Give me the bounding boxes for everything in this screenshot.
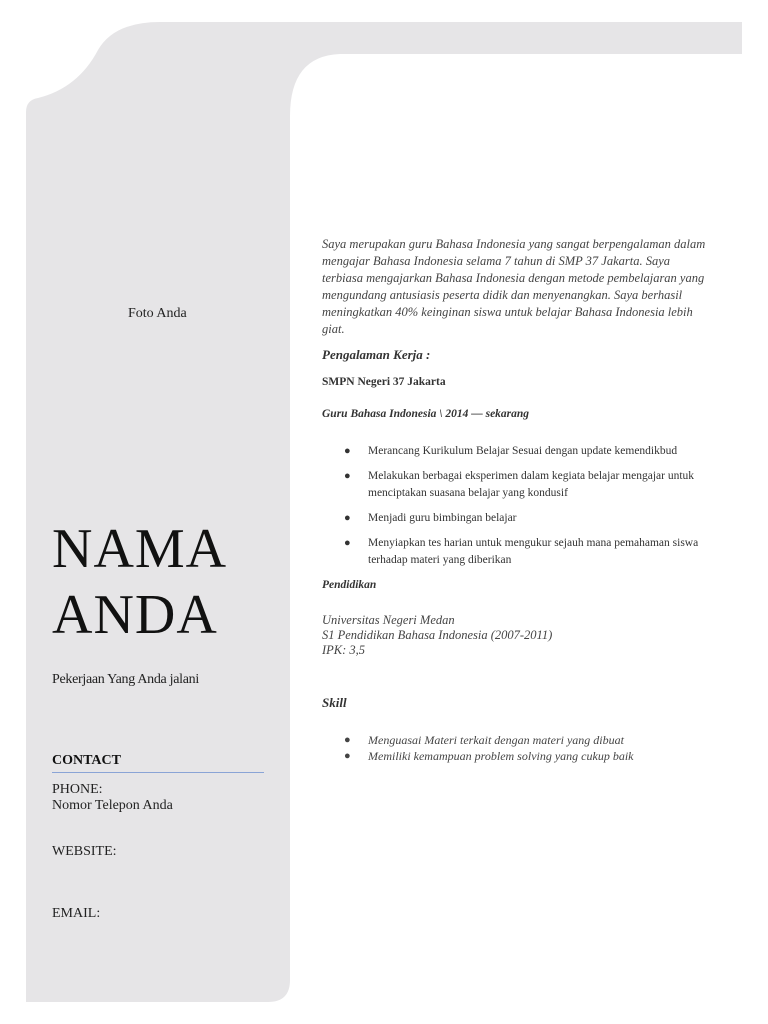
profile-summary: Saya merupakan guru Bahasa Indonesia yang sangat berpengalaman dalam mengajar Bahasa Indonesia selama 7 tahun di SMP 37 Jakarta. Saya terbiasa mengajarkan Bahasa Indonesia dengan metode pembelajaran yang mengundang antusiasis peserta didik dan menyenangkan. Saya berhasil meningkatkan 40% keinginan siswa untuk belajar Bahasa Indonesia lebih giat. bbox=[322, 237, 706, 336]
education-degree: S1 Pendidikan Bahasa Indonesia (2007-2011) bbox=[322, 628, 553, 642]
website-label: WEBSITE: bbox=[52, 844, 117, 859]
education-gpa: IPK: 3,5 bbox=[322, 643, 366, 657]
bullet-icon: ● bbox=[344, 734, 351, 746]
photo-placeholder: Foto Anda bbox=[128, 306, 187, 321]
employer-name: SMPN Negeri 37 Jakarta bbox=[322, 376, 446, 388]
contact-heading: CONTACT bbox=[52, 753, 121, 768]
full-name bbox=[52, 516, 227, 648]
email-label: EMAIL: bbox=[52, 906, 101, 921]
skill-title: Skill bbox=[322, 695, 347, 710]
phone-value: Nomor Telepon Anda bbox=[52, 798, 173, 813]
job-role-period: Guru Bahasa Indonesia \ 2014 — sekarang bbox=[322, 408, 530, 420]
skill-list bbox=[322, 732, 722, 764]
list-item: ● Menyiapkan tes harian untuk mengukur sejauh mana pemahaman siswa terhadap materi yang diberikan bbox=[344, 537, 699, 566]
list-item: ● Melakukan berbagai eksperimen dalam kegiata belajar mengajar untuk menciptakan suasana belajar yang kondusif bbox=[344, 470, 695, 499]
education-title: Pendidikan bbox=[322, 579, 377, 591]
sidebar bbox=[0, 0, 300, 1024]
experience-bullets bbox=[322, 443, 722, 577]
contact-divider bbox=[52, 772, 264, 773]
bullet-icon: ● bbox=[344, 750, 351, 762]
education-school: Universitas Negeri Medan bbox=[322, 613, 455, 627]
job-title: Pekerjaan Yang Anda jalani bbox=[52, 672, 199, 687]
list-item: ● Merancang Kurikulum Belajar Sesuai dengan update kemendikbud bbox=[322, 443, 722, 460]
list-item: ● Memiliki kemampuan problem solving yang cukup baik bbox=[344, 749, 634, 763]
list-item: ● Menguasai Materi terkait dengan materi yang dibuat bbox=[344, 733, 624, 747]
list-item: ● Menjadi guru bimbingan belajar bbox=[322, 510, 722, 527]
name-line-2: ANDA bbox=[52, 584, 218, 646]
phone-label: PHONE: bbox=[52, 782, 103, 797]
bullet-icon: ● bbox=[344, 537, 351, 549]
bullet-icon: ● bbox=[344, 470, 351, 482]
name-line-1: NAMA bbox=[52, 518, 228, 580]
bullet-icon: ● bbox=[344, 445, 351, 457]
bullet-icon: ● bbox=[344, 512, 351, 524]
experience-title: Pengalaman Kerja : bbox=[322, 347, 431, 362]
